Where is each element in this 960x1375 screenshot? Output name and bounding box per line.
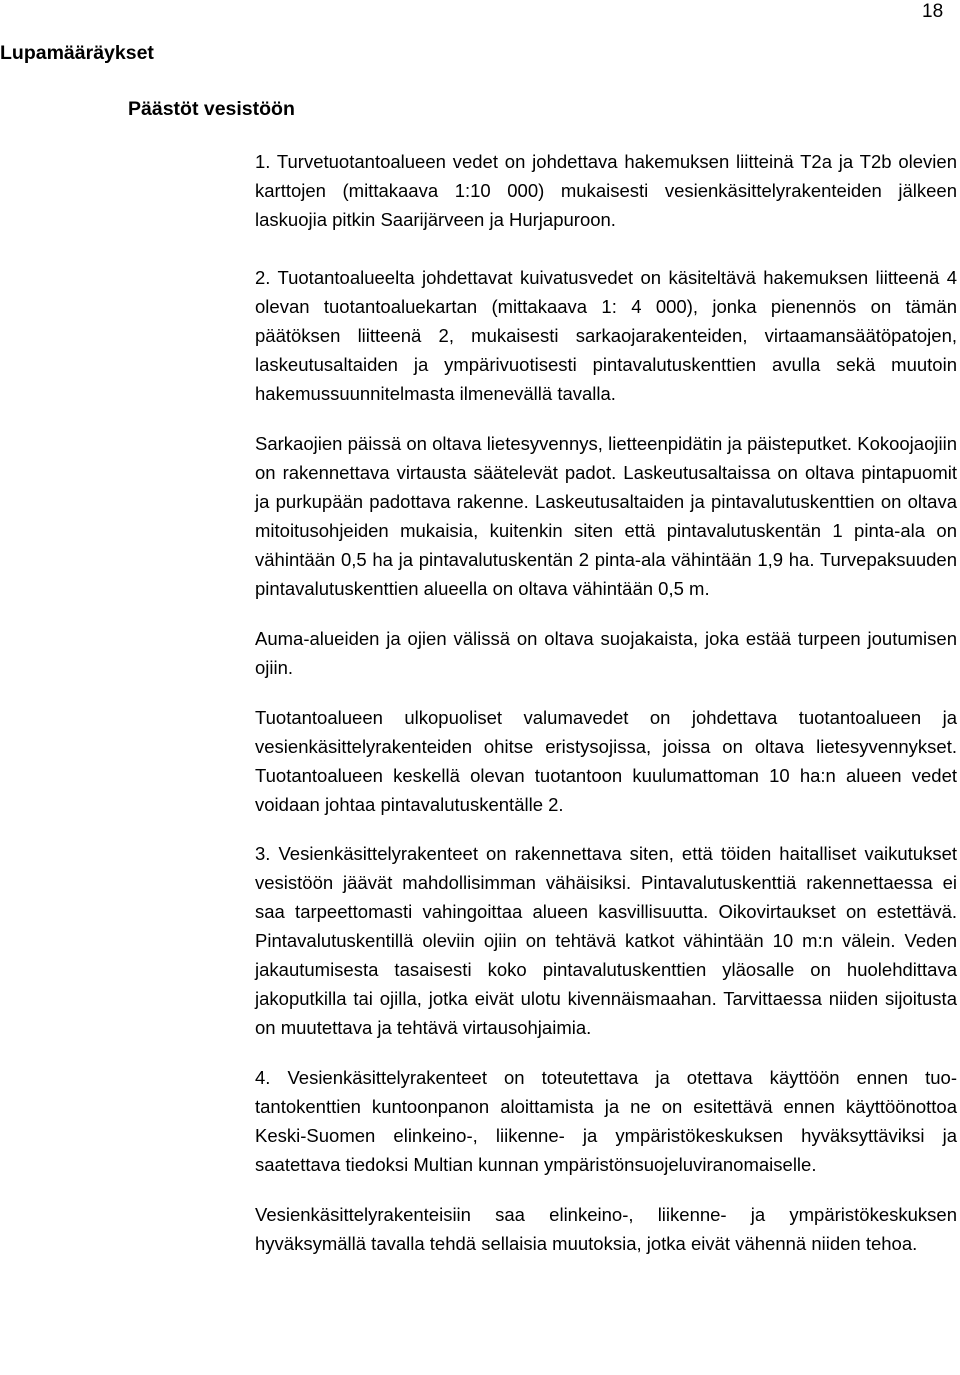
section-title: Päästöt vesistöön [128,98,295,120]
paragraph-regulation-4: 4. Vesienkäsittelyrakenteet on toteutettava ja otettava käyttöön ennen tuotantokenttien kuntoonpanon aloittamista ja ne on esitettävä ennen käyttöönottoa Keski-Suomen elinkeino-, liikenne- ja ympäristökeskuksen hyväksyttäviksi ja saatettava tiedoksi Multian kunnan ympäristönsuojeluviranomaiselle. [255,1067,957,1175]
paragraph-regulation-2: 2. Tuotantoalueelta johdettavat kuivatusvedet on käsiteltävä hakemuksen liitteenä 4 olevan tuotantoaluekartan (mittakaava 1: 4 000), jonka pienennös on tämän päätöksen liitteenä 2, mukaisesti sarkaojarakenteiden, virtaamansäätöpatojen, laskeutusaltaiden ja ympärivuotisesti pintavalutuskenttien avulla sekä muutoin hakemussuunnitelmasta ilmenevällä tavalla. [255,267,957,404]
paragraph-external-runoff: Tuotantoalueen ulkopuoliset valumavedet on johdettava tuotantoalueen ja vesienkäsittelyrakenteiden ohitse eristysojissa, joissa on oltava lietesyvennykset. Tuotantoalueen keskellä olevan tuotantoon kuulumattoman 10 ha:n alueen vedet voidaan johtaa pintavalutuskentälle 2. [255,707,957,815]
paragraph-regulation-1: 1. Turvetuotantoalueen vedet on johdettava hakemuksen liitteinä T2a ja T2b olevien karttojen (mittakaava 1:10 000) mukaisesti vesienkäsittelyrakenteiden jälkeen laskuojia pitkin Saarijärveen ja Hurjapuroon. [255,151,957,230]
document-body [255,147,957,1258]
document-title: Lupamääräykset [0,42,154,64]
paragraph-regulation-3: 3. Vesienkäsittelyrakenteet on rakennettava siten, että töiden haitalliset vaikutukset vesistöön jäävät mahdollisimman vähäisiksi. Pintavalutuskenttiä rakennettaessa ei saa tarpeettomasti vahingoittaa alueen kasvillisuutta. Oikovirtaukset on estettävä. Pintavalutuskentillä oleviin ojiin on tehtävä katkot vähintään 10 m:n välein. Veden jakautumisesta tasaisesti koko pintavalutuskenttien yläosalle on huolehdittava jakoputkilla tai ojilla, jotka eivät ulotu kivennäismaahan. Tarvittaessa niiden sijoitusta on muutettava ja tehtävä virtausohjaimia. [255,843,957,1038]
page-number: 18 [922,1,944,22]
paragraph-ditch-structures: Sarkaojien päissä on oltava lietesyvennys, lietteenpidätin ja päisteputket. Kokoojaojiin on rakennettava virtausta säätelevät padot. Laskeutusaltaissa on oltava pintapuomit ja purkupään padottava rakenne. Laskeutusaltaiden ja pintavalutuskenttien on oltava mitoitusohjeiden mukaisia, kuitenkin siten että pintavalutuskentän 1 pinta-ala on vähintään 0,5 ha ja pintavalutuskentän 2 pinta-ala vähintään 1,9 ha. Turvepaksuuden pintavalutuskenttien alueella on oltava vähintään 0,5 m. [255,433,957,599]
paragraph-buffer-strip: Auma-alueiden ja ojien välissä on oltava suojakaista, joka estää turpeen joutumisen ojiin. [255,628,957,678]
paragraph-modifications: Vesienkäsittelyrakenteisiin saa elinkeino-, liikenne- ja ympäristökeskuksen hyväksymällä tavalla tehdä sellaisia muutoksia, jotka eivät vähennä niiden tehoa. [255,1204,957,1254]
